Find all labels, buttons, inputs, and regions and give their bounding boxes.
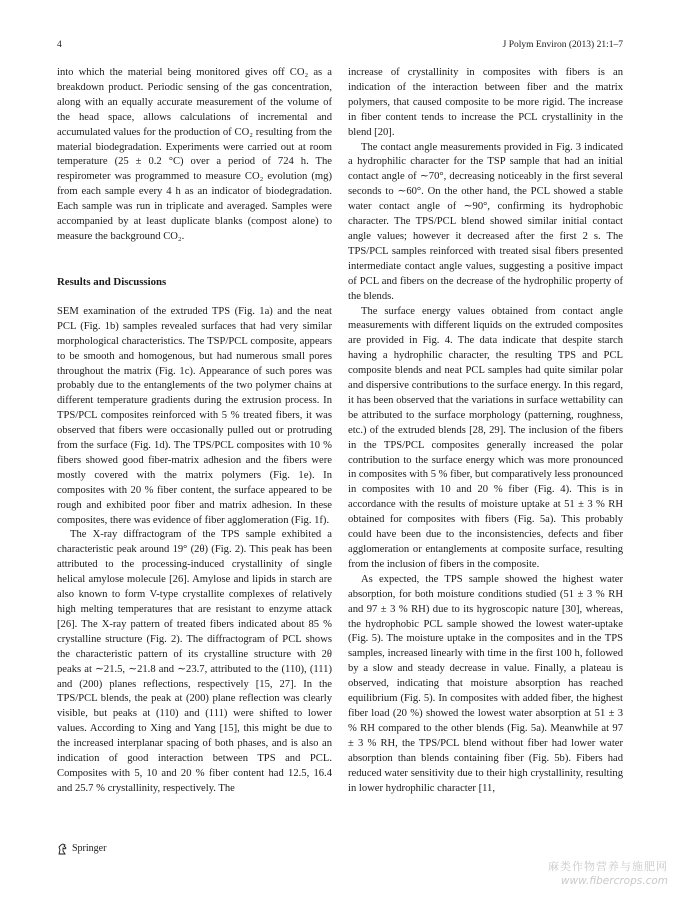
left-column	[57, 66, 332, 797]
publisher-name: Springer	[72, 843, 107, 854]
section-heading: Results and Discussions	[57, 275, 167, 288]
right-column	[348, 66, 623, 796]
paragraph-contact-angle: The contact angle measurements provided in Fig. 3 indicated a hydrophilic character for the TSP sample that had an initial contact angle of ∼70°, decreasing noticeably in the first several seconds to ∼60°. On the other hand, the PCL showed a stable water contact angle of ∼90°, confirming its hydrophobic character. The TPS/PCL blend showed similar initial contact angle values; however it decreased after the first 2 s. The TPS/PCL samples reinforced with treated sisal fibers presented intermediate contact angle values, suggesting a positive impact of PCL and fibers on the decrease of the hydrophilic property of the blends.	[348, 141, 623, 302]
paragraph-surface-energy: The surface energy values obtained from contact angle measurements with different liquids on the extruded composites are provided in Fig. 4. The data indicate that despite starch having a hydrophilic character, the resulting TPS and PCL composite blends and neat PCL samples had quite similar polar and dispersive contributions to the surface energy. In this regard, it has been observed that the variations in surface wettability can be attributed to the surface morphology (patterning, roughness, etc.) of the extruded blends [28, 29]. The inclusion of the fibers in the TPS/PCL composites generally increased the polar contribution to the surface energy which was more pronounced in composites with 5 % fiber, but comparatively less pronounced in composites with 10 and 20 % fiber (Fig. 4). This is in accordance with the results of moisture uptake at 51 ± 3 % RH obtained for composites with fibers (Fig. 5a). This probably could have been due to the inconsistencies, defects and fiber agglomeration or entanglements at composite surface, resulting from the inclusion of fibers in the composite.	[348, 305, 623, 570]
footer	[57, 842, 106, 856]
paragraph-sem: SEM examination of the extruded TPS (Fig. 1a) and the neat PCL (Fig. 1b) samples revealed surfaces that had very similar morphological characteristics. The TSP/PCL composite, appears to be smooth and homogenous, but had numerous small pores throughout the matrix (Fig. 1c). Appearance of such pores was probably due to the entanglements of the two polymer chains at different temperature gradients during the extrusion process. In TPS/PCL composites reinforced with 5 % treated fibers, it was observed that fibers were occasionally pulled out or protruding from the surface (Fig. 1d). The TPS/PCL composites with 10 % fibers showed good fiber-matrix adhesion and the fibers were mostly covered with the matrix polymers (Fig. 1e). In composites with 20 % fiber content, the surface appeared to be rough and exhibited poor fiber and matrix adhesion. In these composites, there was evidence of fiber agglomeration (Fig. 1f).	[57, 305, 332, 526]
running-header	[57, 38, 623, 52]
paragraph-intro: into which the material being monitored gives off CO₂ as a breakdown product. Periodic sensing of the gas concentration, along with an equally accurate measurement of the volume of the head space, allows calculations of incremental and accumulated values for the production of CO₂ resulting from the material biodegradation. Experiments were carried out at room temperature (25 ± 0.2 °C) over a period of 724 h. The respirometer was programmed to measure CO₂ evolution (mg) from each sample every 4 h as an indicator of biodegradation. Each sample was run in triplicate and averaged. Samples were accompanied by at least duplicate blanks (compost alone) to measure the background CO₂.	[57, 67, 332, 242]
paragraph-xray: The X-ray diffractogram of the TPS sample exhibited a characteristic peak around 19° (2θ) (Fig. 2). This peak has been attributed to the processing-induced crystallinity of single helical amylose molecule [26]. Amylose and lipids in starch are also known to form V-type crystallite complexes of relatively high melting temperatures that are resistant to enzyme attack [26]. The X-ray pattern of treated fibers indicated about 85 % crystalline structure (Fig. 2). The diffractogram of PCL shows the characteristic pattern of its crystalline structure with 2θ peaks at ∼21.5, ∼21.8 and ∼23.7, attributed to the (110), (111) and (200) planes reflections, respectively [15, 27]. In the TPS/PCL blends, the peak at (200) plane reflection was clearly visible, but peaks at (110) and (111) were shifted to lower values. According to Xing and Yang [15], this might be due to the increased interplanar spacing of both phases, and is also an indication of good interaction between TPS and PCL. Composites with 5, 10 and 20 % fiber content had 12.5, 16.4 and 25.7 % crystallinity, respectively. The	[57, 529, 332, 794]
paragraph-moisture: As expected, the TPS sample showed the highest water absorption, for both moisture conditions studied (51 ± 3 % RH and 97 ± 3 % RH) due to its hygroscopic nature [30], whereas, the hydrophobic PCL sample showed the lowest water-uptake (Fig. 5). The moisture uptake in the composites and in the TPS samples, increased linearly with time in the first 100 h, followed by a slow and steady decrease in value. Finally, a plateau is observed, indicating that moisture absorption has reached equilibrium (Fig. 5). In composites with added fiber, the highest fiber load (20 %) showed the lowest water absorption at 51 ± 3 % RH compared to the other blends (Fig. 5a). Meanwhile at 97 ± 3 % RH, the TPS/PCL blend without fiber had lower water absorption than blends containing fiber (Fig. 5b). Fibers had reduced water sensitivity due to their high crystallinity, resulting in lower hydrophilic character [11,	[348, 573, 623, 794]
watermark	[528, 860, 668, 888]
springer-horse-icon	[57, 843, 68, 855]
watermark-cn-text: 麻类作物营养与施肥网	[548, 860, 668, 873]
paragraph-continued: increase of crystallinity in composites with fibers is an indication of the interaction between fiber and the matrix polymers, that caused composite to be more rigid. The increase in fiber content tends to increase the PCL crystallinity in the blend [20].	[348, 67, 623, 138]
page-number: 4	[57, 40, 62, 50]
journal-reference: J Polym Environ (2013) 21:1–7	[502, 40, 623, 50]
watermark-url: www.fibercrops.com	[560, 875, 668, 887]
